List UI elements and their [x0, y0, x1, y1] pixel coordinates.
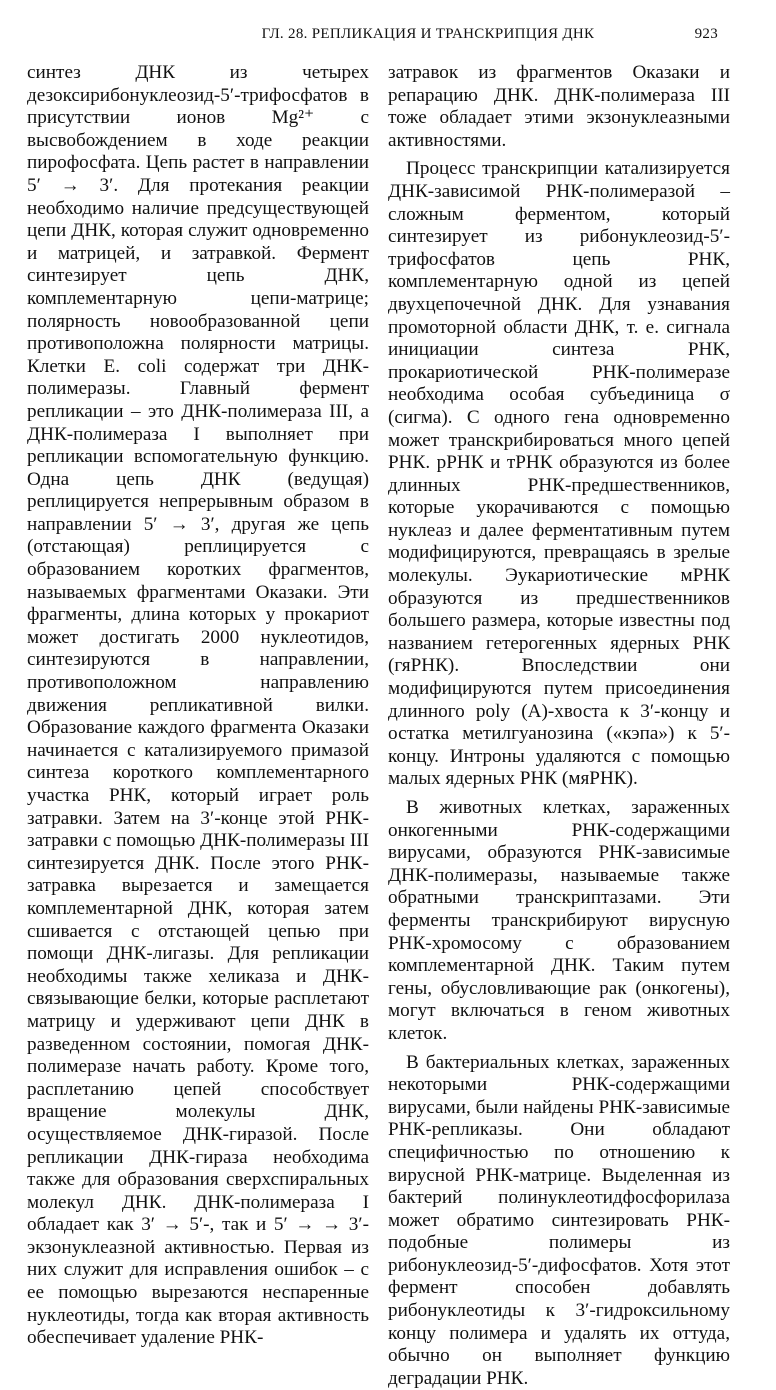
paragraph: В бактериальных клетках, зараженных некоторыми РНК-содержащими вирусами, были найдены РНК-зависимые РНК-репликазы. Они обладают специфичностью по отношению к вирусной РНК-матрице. Выделенная из бактерий полинуклеотидфосфорилаза может обратимо синтезировать РНК-подобные полимеры из рибонуклеозид-5′-дифосфатов. Хотя этот фермент способен добавлять рибонуклеотиды к 3′-гидроксильному концу полимера и удалять их оттуда, обычно он выполняет функцию деградации РНК. [388, 1051, 730, 1389]
chapter-title: ГЛ. 28. РЕПЛИКАЦИЯ И ТРАНСКРИПЦИЯ ДНК [261, 26, 595, 42]
paragraph: затравок из фрагментов Оказаки и репарацию ДНК. ДНК-полимераза III тоже обладает этими экзонуклеазными активностями. [388, 62, 730, 151]
right-column [388, 62, 730, 1390]
paragraph: синтез ДНК из четырех дезоксирибонуклеозид-5′-трифосфатов в присутствии ионов Mg²⁺ с высвобождением в ходе реакции пирофосфата. Цепь растет в направлении 5′ → 3′. Для протекания реакции необходимо наличие предсуществующей цепи ДНК, которая служит одновременно и матрицей, и затравкой. Фермент синтезирует цепь ДНК, комплементарную цепи-матрице; полярность новообразованной цепи противоположна полярности матрицы. Клетки E. coli содержат три ДНК-полимеразы. Главный фермент репликации – это ДНК-полимераза III, а ДНК-полимераза I выполняет при репликации вспомогательную функцию. Одна цепь ДНК (ведущая) реплицируется непрерывным образом в направлении 5′ → 3′, другая же цепь (отстающая) реплицируется с образованием коротких фрагментов, называемых фрагментами Оказаки. Эти фрагменты, длина которых у прокариот может достигать 2000 нуклеотидов, синтезируются в направлении, противоположном направлению движения репликативной вилки. Образование каждого фрагмента Оказаки начинается с катализируемого примазой синтеза короткого комплементарного участка РНК, который играет роль затравки. Затем на 3′-конце этой РНК-затравки с помощью ДНК-полимеразы III синтезируется ДНК. После этого РНК-затравка вырезается и замещается комплементарной ДНК, которая затем сшивается с отстающей цепью при помощи ДНК-лигазы. Для репликации необходимы также хеликаза и ДНК-связывающие белки, которые расплетают матрицу и удерживают цепи ДНК в разведенном состоянии, помогая ДНК-полимеразе начать работу. Кроме того, расплетанию цепей способствует вращение молекулы ДНК, осуществляемое ДНК-гиразой. После репликации ДНК-гираза необходима также для образования сверхспиральных молекул ДНК. ДНК-полимераза I обладает как 3′ → 5′-, так и 5′ → → 3′-экзонуклеазной активностью. Первая из них служит для исправления ошибок – с ее помощью вырезаются неспаренные нуклеотиды, тогда как вторая активность обеспечивает удаление РНК- [27, 62, 369, 1349]
running-header [30, 26, 746, 50]
page-number: 923 [694, 26, 718, 42]
paragraph: В животных клетках, зараженных онкогенными РНК-содержащими вирусами, образуются РНК-зависимые ДНК-полимеразы, называемые также обратными транскриптазами. Эти ферменты транскрибируют вирусную РНК-хромосому с образованием комплементарной ДНК. Таким путем гены, обусловливающие рак (онкогены), могут включаться в геном животных клеток. [388, 797, 730, 1044]
paragraph: Процесс транскрипции катализируется ДНК-зависимой РНК-полимеразой – сложным ферментом, который синтезирует из рибонуклеозид-5′-трифосфатов цепь РНК, комплементарную одной из цепей двухцепочечной ДНК. Для узнавания промоторной области ДНК, т. е. сигнала инициации синтеза РНК, прокариотической РНК-полимеразе необходима особая субъединица σ (сигма). С одного гена одновременно может транскрибироваться много цепей РНК. рРНК и тРНК образуются из более длинных РНК-предшественников, которые укорачиваются с помощью нуклеаз и далее ферментативным путем модифицируются, превращаясь в зрелые молекулы. Эукариотические мРНК образуются из предшественников большего размера, которые известны под названием гетерогенных ядерных РНК (гяРНК). Впоследствии они модифицируются путем присоединения длинного poly (А)-хвоста к 3′-концу и остатка метилгуанозина («кэпа») к 5′-концу. Интроны удаляются с помощью малых ядерных РНК (мяРНК). [388, 158, 730, 790]
left-column [27, 62, 369, 1350]
